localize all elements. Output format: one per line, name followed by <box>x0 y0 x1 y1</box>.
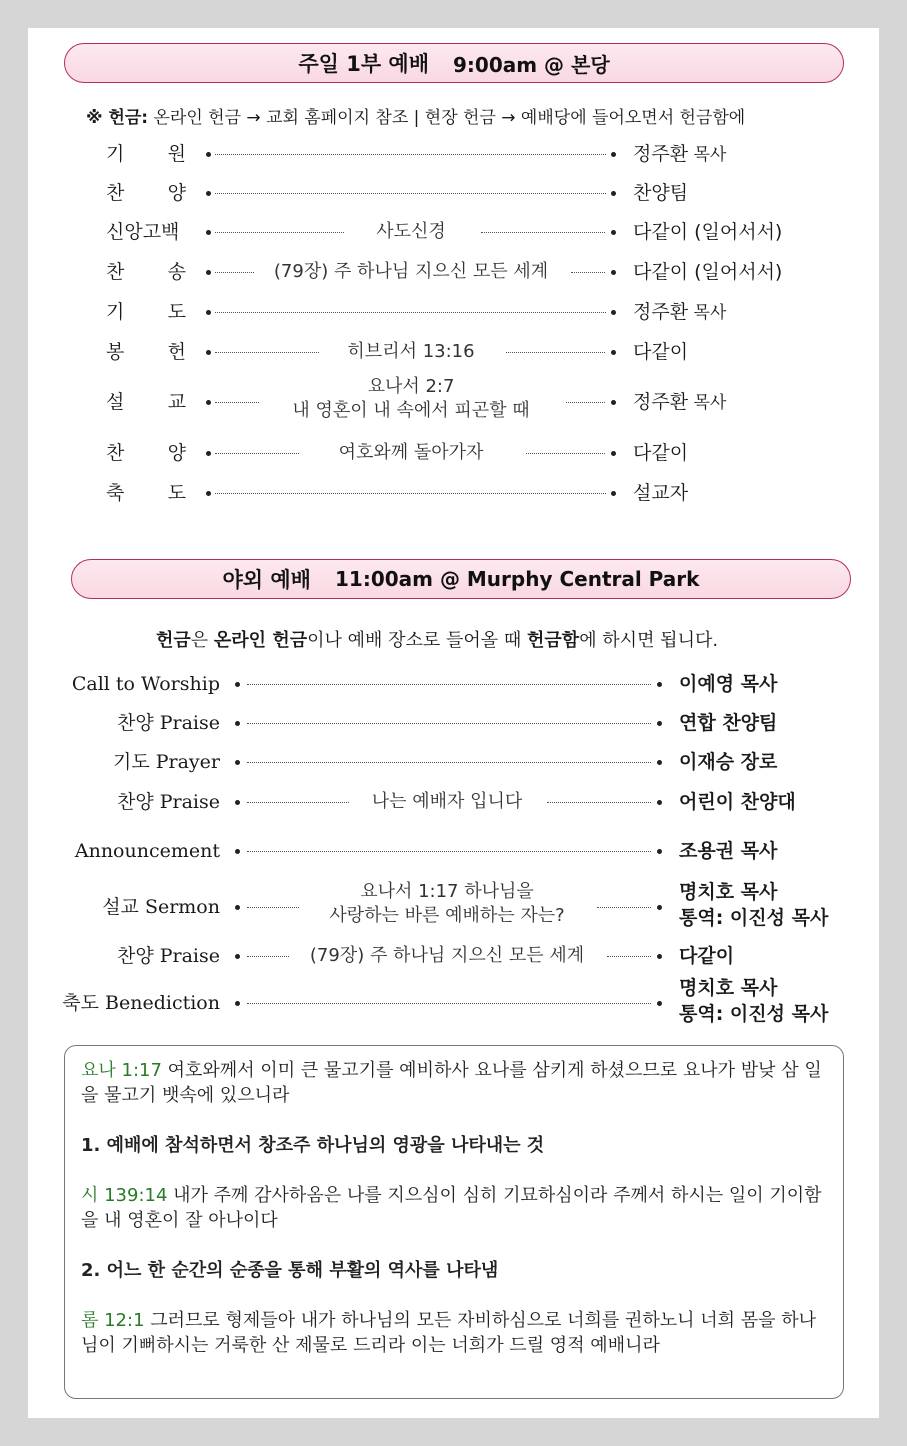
bullet-left <box>206 491 211 496</box>
item-leader: 연합 찬양팀 <box>679 712 778 734</box>
service1-row <box>28 297 879 327</box>
service1-title: 주일 1부 예배 <box>298 52 429 76</box>
item-label <box>106 387 186 417</box>
leader-name: 정주환 <box>633 143 689 165</box>
dotted-leader <box>247 762 651 763</box>
item-label-char: 찬 <box>106 261 125 283</box>
service1-time-place: 9:00am @ 본당 <box>453 52 610 77</box>
item-leader <box>633 259 782 285</box>
item-content: 히브리서 13:16 <box>347 341 475 362</box>
item-leader <box>633 339 688 365</box>
dotted-leader <box>247 1003 651 1004</box>
item-label-char: 송 <box>167 261 186 283</box>
dotted-leader <box>215 272 254 273</box>
leader-line: 명치호 목사 <box>679 881 778 903</box>
item-label: Call to Worship <box>71 673 220 695</box>
note-bold-box: 헌금함 <box>527 630 580 651</box>
scripture-jonah <box>81 1058 827 1108</box>
item-label: 신앙고백 <box>106 221 180 243</box>
item-label-char: 양 <box>167 182 186 204</box>
service2-title: 야외 예배 <box>222 568 311 592</box>
scripture-psalm <box>81 1183 827 1233</box>
leader-name: 찬양팀 <box>633 182 689 204</box>
offering-label: ※ 헌금: <box>86 108 149 128</box>
service2-row <box>28 708 879 738</box>
item-label <box>106 337 186 367</box>
dotted-leader <box>571 272 605 273</box>
dotted-leader <box>215 232 344 233</box>
bullet-left <box>206 451 211 456</box>
bullet-right <box>611 191 616 196</box>
scripture-ref: 시 139:14 <box>81 1185 168 1206</box>
dotted-leader <box>215 312 606 313</box>
item-label <box>106 478 186 508</box>
bullet-left <box>235 954 240 959</box>
dotted-leader <box>215 154 606 155</box>
item-label-char: 기 <box>106 143 125 165</box>
service1-row <box>28 217 879 247</box>
dotted-leader <box>215 493 606 494</box>
offering-text: 온라인 헌금 → 교회 홈페이지 참조 | 현장 헌금 → 예배당에 들어오면서 헌금함에 <box>148 108 746 128</box>
service2-row <box>28 747 879 777</box>
service1-row <box>28 257 879 287</box>
bullet-left <box>235 905 240 910</box>
item-label-char: 도 <box>167 482 186 504</box>
service2-offering-note <box>156 626 718 652</box>
service2-row <box>28 881 879 929</box>
bullet-left <box>235 682 240 687</box>
scripture-box <box>64 1045 844 1399</box>
item-leader <box>633 440 688 466</box>
leader-line: 통역: 이진성 목사 <box>679 907 829 929</box>
dotted-leader <box>247 802 349 803</box>
service2-row <box>28 977 879 1025</box>
bullet-right <box>611 451 616 456</box>
bullet-right <box>657 954 662 959</box>
item-content-line: 요나서 2:7 <box>367 376 455 397</box>
item-label-char: 원 <box>167 143 186 165</box>
bullet-left <box>206 270 211 275</box>
dotted-leader <box>526 453 605 454</box>
service2-time-place: 11:00am @ Murphy Central Park <box>334 567 700 591</box>
bullet-left <box>206 230 211 235</box>
item-content: (79장) 주 하나님 지으신 모든 세계 <box>273 261 549 282</box>
note-text-2: 이나 예배 장소로 들어올 때 <box>307 630 528 651</box>
item-label: Announcement <box>74 840 220 862</box>
service1-row <box>28 478 879 508</box>
bullet-right <box>611 350 616 355</box>
item-leader <box>633 141 726 168</box>
leader-name: 정주환 <box>633 301 689 323</box>
bullet-right <box>657 849 662 854</box>
item-label-char: 기 <box>106 301 125 323</box>
dotted-leader <box>247 851 651 852</box>
service1-offering-note <box>86 103 745 128</box>
item-label: 찬양 Praise <box>116 712 220 734</box>
item-leader: 조용권 목사 <box>679 840 778 862</box>
bullet-left <box>206 191 211 196</box>
item-leader: 이재승 장로 <box>679 751 778 773</box>
dotted-leader <box>215 402 259 403</box>
item-label: 찬양 Praise <box>116 791 220 813</box>
service1-row <box>28 376 879 421</box>
item-label-char: 설 <box>106 391 125 413</box>
leader-name: 다같이 <box>633 341 689 363</box>
bullet-left <box>206 152 211 157</box>
sermon-point-2: 2. 어느 한 순간의 순종을 통해 부활의 역사를 나타냄 <box>81 1260 499 1281</box>
item-leader <box>679 975 828 1027</box>
item-label-char: 축 <box>106 482 125 504</box>
item-label <box>106 257 186 287</box>
dotted-leader <box>215 352 319 353</box>
dotted-leader <box>247 907 299 908</box>
item-leader: 어린이 찬양대 <box>679 791 796 813</box>
leader-name: 정주환 <box>633 391 689 413</box>
item-label-char: 교 <box>167 391 186 413</box>
service2-row <box>28 669 879 699</box>
bullet-right <box>611 310 616 315</box>
service2-row <box>28 941 879 971</box>
scripture-text: 여호와께서 이미 큰 물고기를 예비하사 요나를 삼키게 하셨으므로 요나가 밤낮 삼 일을 물고기 뱃속에 있으니라 <box>81 1060 822 1106</box>
item-content-line: 내 영혼이 내 속에서 피곤할 때 <box>292 400 530 421</box>
scripture-text: 그러므로 형제들아 내가 하나님의 모든 자비하심으로 너희를 권하노니 너희 몸을 하나님이 기뻐하시는 거룩한 산 제물로 드리라 이는 너희가 드릴 영적 예배니라 <box>81 1310 817 1356</box>
bullet-right <box>657 682 662 687</box>
service2-row <box>28 836 879 866</box>
item-label <box>106 178 186 208</box>
scripture-ref: 요나 1:17 <box>81 1060 162 1081</box>
scripture-text: 내가 주께 감사하옴은 나를 지으심이 심히 기묘하심이라 주께서 하시는 일이 기이함을 내 영혼이 잘 아나이다 <box>81 1185 822 1231</box>
scripture-ref: 롬 12:1 <box>81 1310 145 1331</box>
item-content-line: 사랑하는 바른 예배하는 자는? <box>329 905 565 926</box>
scripture-romans <box>81 1308 827 1358</box>
item-leader <box>679 879 828 931</box>
item-content <box>307 880 587 928</box>
note-text-3: 에 하시면 됩니다. <box>579 630 719 651</box>
item-leader: 이예영 목사 <box>679 673 778 695</box>
bullet-left <box>206 350 211 355</box>
leader-title: 목사 <box>688 393 727 413</box>
leader-name: 설교자 <box>633 482 689 504</box>
bullet-left <box>206 400 211 405</box>
service1-row <box>28 438 879 468</box>
dotted-leader <box>597 907 651 908</box>
note-bold-offering: 헌금 <box>156 630 191 651</box>
item-content: 여호와께 돌아가자 <box>338 442 484 463</box>
item-content: 사도신경 <box>376 221 446 242</box>
leader-name: 다같이 (일어서서) <box>633 261 783 283</box>
dotted-leader <box>247 723 651 724</box>
service1-row <box>28 178 879 208</box>
dotted-leader <box>506 352 605 353</box>
bullet-left <box>235 760 240 765</box>
item-label-char: 헌 <box>167 341 186 363</box>
item-label <box>106 438 186 468</box>
dotted-leader <box>481 232 605 233</box>
leader-line: 명치호 목사 <box>679 977 778 999</box>
leader-name: 다같이 <box>633 442 689 464</box>
bullet-left <box>235 800 240 805</box>
bullet-right <box>657 800 662 805</box>
item-label: 찬양 Praise <box>116 945 220 967</box>
item-leader <box>633 389 726 416</box>
bullet-left <box>235 849 240 854</box>
note-bold-online: 온라인 헌금 <box>213 630 308 651</box>
item-leader <box>633 219 782 245</box>
item-content: (79장) 주 하나님 지으신 모든 세계 <box>309 945 585 966</box>
dotted-leader <box>247 956 289 957</box>
item-label: 축도 Benediction <box>62 992 220 1014</box>
sermon-point-1: 1. 예배에 참석하면서 창조주 하나님의 영광을 나타내는 것 <box>81 1135 545 1156</box>
service2-banner <box>71 559 851 599</box>
item-content <box>266 375 556 423</box>
dotted-leader <box>566 402 605 403</box>
item-label-char: 봉 <box>106 341 125 363</box>
service1-row <box>28 139 879 169</box>
item-label-char: 찬 <box>106 182 125 204</box>
dotted-leader <box>607 956 651 957</box>
item-leader <box>633 180 688 206</box>
leader-title: 목사 <box>688 145 727 165</box>
bullet-left <box>206 310 211 315</box>
dotted-leader <box>247 684 651 685</box>
bullet-right <box>611 400 616 405</box>
item-leader <box>633 299 726 326</box>
service2-row <box>28 787 879 817</box>
item-content: 나는 예배자 입니다 <box>371 791 523 812</box>
leader-line: 통역: 이진성 목사 <box>679 1003 829 1025</box>
bullet-right <box>611 230 616 235</box>
bullet-right <box>657 1001 662 1006</box>
item-leader <box>633 480 688 506</box>
dotted-leader <box>215 193 606 194</box>
item-label-char: 찬 <box>106 442 125 464</box>
service1-banner <box>64 43 844 83</box>
note-text-1: 은 <box>190 630 214 651</box>
bullet-right <box>657 905 662 910</box>
item-label-char: 도 <box>167 301 186 323</box>
bulletin-page <box>28 28 879 1418</box>
item-label: 기도 Prayer <box>112 751 220 773</box>
dotted-leader <box>215 453 299 454</box>
item-content-line: 요나서 1:17 하나님을 <box>360 881 534 902</box>
bullet-left <box>235 1001 240 1006</box>
bullet-right <box>611 152 616 157</box>
leader-title: 목사 <box>688 303 727 323</box>
service1-row <box>28 337 879 367</box>
bullet-right <box>657 721 662 726</box>
bullet-right <box>657 760 662 765</box>
leader-name: 다같이 (일어서서) <box>633 221 783 243</box>
dotted-leader <box>547 802 651 803</box>
bullet-right <box>611 491 616 496</box>
bullet-right <box>611 270 616 275</box>
bullet-left <box>235 721 240 726</box>
item-label-char: 양 <box>167 442 186 464</box>
item-leader: 다같이 <box>679 945 735 967</box>
item-label: 설교 Sermon <box>102 896 220 918</box>
item-label <box>106 297 186 327</box>
item-label <box>106 139 186 169</box>
